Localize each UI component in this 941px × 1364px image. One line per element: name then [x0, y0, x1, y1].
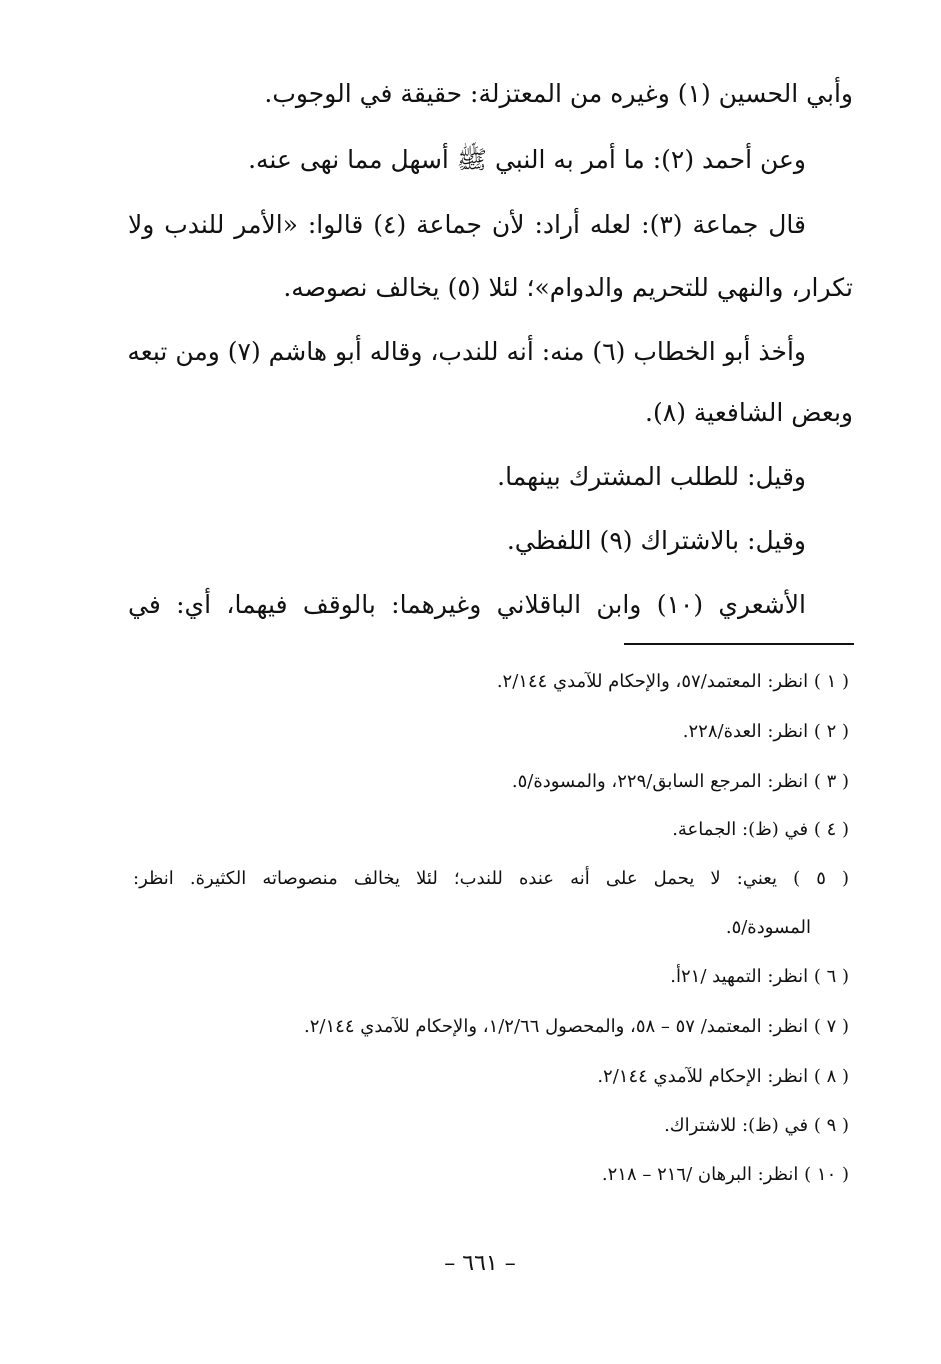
footnote-7: ( ٧ ) انظر: المعتمد/ ٥٧ – ٥٨، والمحصول ١/٢/٦٦، والإحكام للآمدي ٢/١٤٤.	[304, 1016, 849, 1037]
footnote-separator	[624, 643, 854, 645]
footnote-3: ( ٣ ) انظر: المرجع السابق/٢٢٩، والمسودة/٥.	[511, 771, 849, 792]
footnote-5-continued: المسودة/٥.	[725, 917, 811, 938]
body-line-1: وأبي الحسين (١) وغيره من المعتزلة: حقيقة في الوجوب.	[264, 79, 853, 108]
footnote-6: ( ٦ ) انظر: التمهيد /٢١أ.	[670, 966, 849, 987]
footnote-1: ( ١ ) انظر: المعتمد/٥٧، والإحكام للآمدي ٢/١٤٤.	[496, 671, 849, 692]
footnote-4: ( ٤ ) في (ظ): الجماعة.	[672, 819, 849, 840]
body-line-8: وقيل: بالاشتراك (٩) اللفظي.	[506, 526, 806, 555]
footnote-5: ( ٥ ) يعني: لا يحمل على أنه عنده للندب؛ لئلا يخالف منصوصاته الكثيرة. انظر:	[133, 868, 849, 889]
body-line-5: وأخذ أبو الخطاب (٦) منه: أنه للندب، وقاله أبو هاشم (٧) ومن تبعه	[127, 337, 806, 366]
body-line-9: الأشعري (١٠) وابن الباقلاني وغيرهما: بالوقف فيهما، أي: في	[128, 590, 806, 619]
body-line-3: قال جماعة (٣): لعله أراد: لأن جماعة (٤) قالوا: «الأمر للندب ولا	[128, 210, 806, 239]
footnote-10: ( ١٠ ) انظر: البرهان /٢١٦ – ٢١٨.	[601, 1164, 849, 1185]
page-number: – ٦٦١ –	[444, 1251, 516, 1276]
body-line-6: وبعض الشافعية (٨).	[645, 398, 853, 427]
footnote-8: ( ٨ ) انظر: الإحكام للآمدي ٢/١٤٤.	[597, 1066, 849, 1087]
body-line-2: وعن أحمد (٢): ما أمر به النبي ﷺ أسهل مما نهى عنه.	[248, 145, 806, 174]
body-line-4: تكرار، والنهي للتحريم والدوام»؛ لئلا (٥) يخالف نصوصه.	[283, 273, 853, 302]
footnote-2: ( ٢ ) انظر: العدة/٢٢٨.	[682, 721, 849, 742]
body-line-7: وقيل: للطلب المشترك بينهما.	[497, 462, 806, 491]
footnote-9: ( ٩ ) في (ظ): للاشتراك.	[664, 1115, 849, 1136]
